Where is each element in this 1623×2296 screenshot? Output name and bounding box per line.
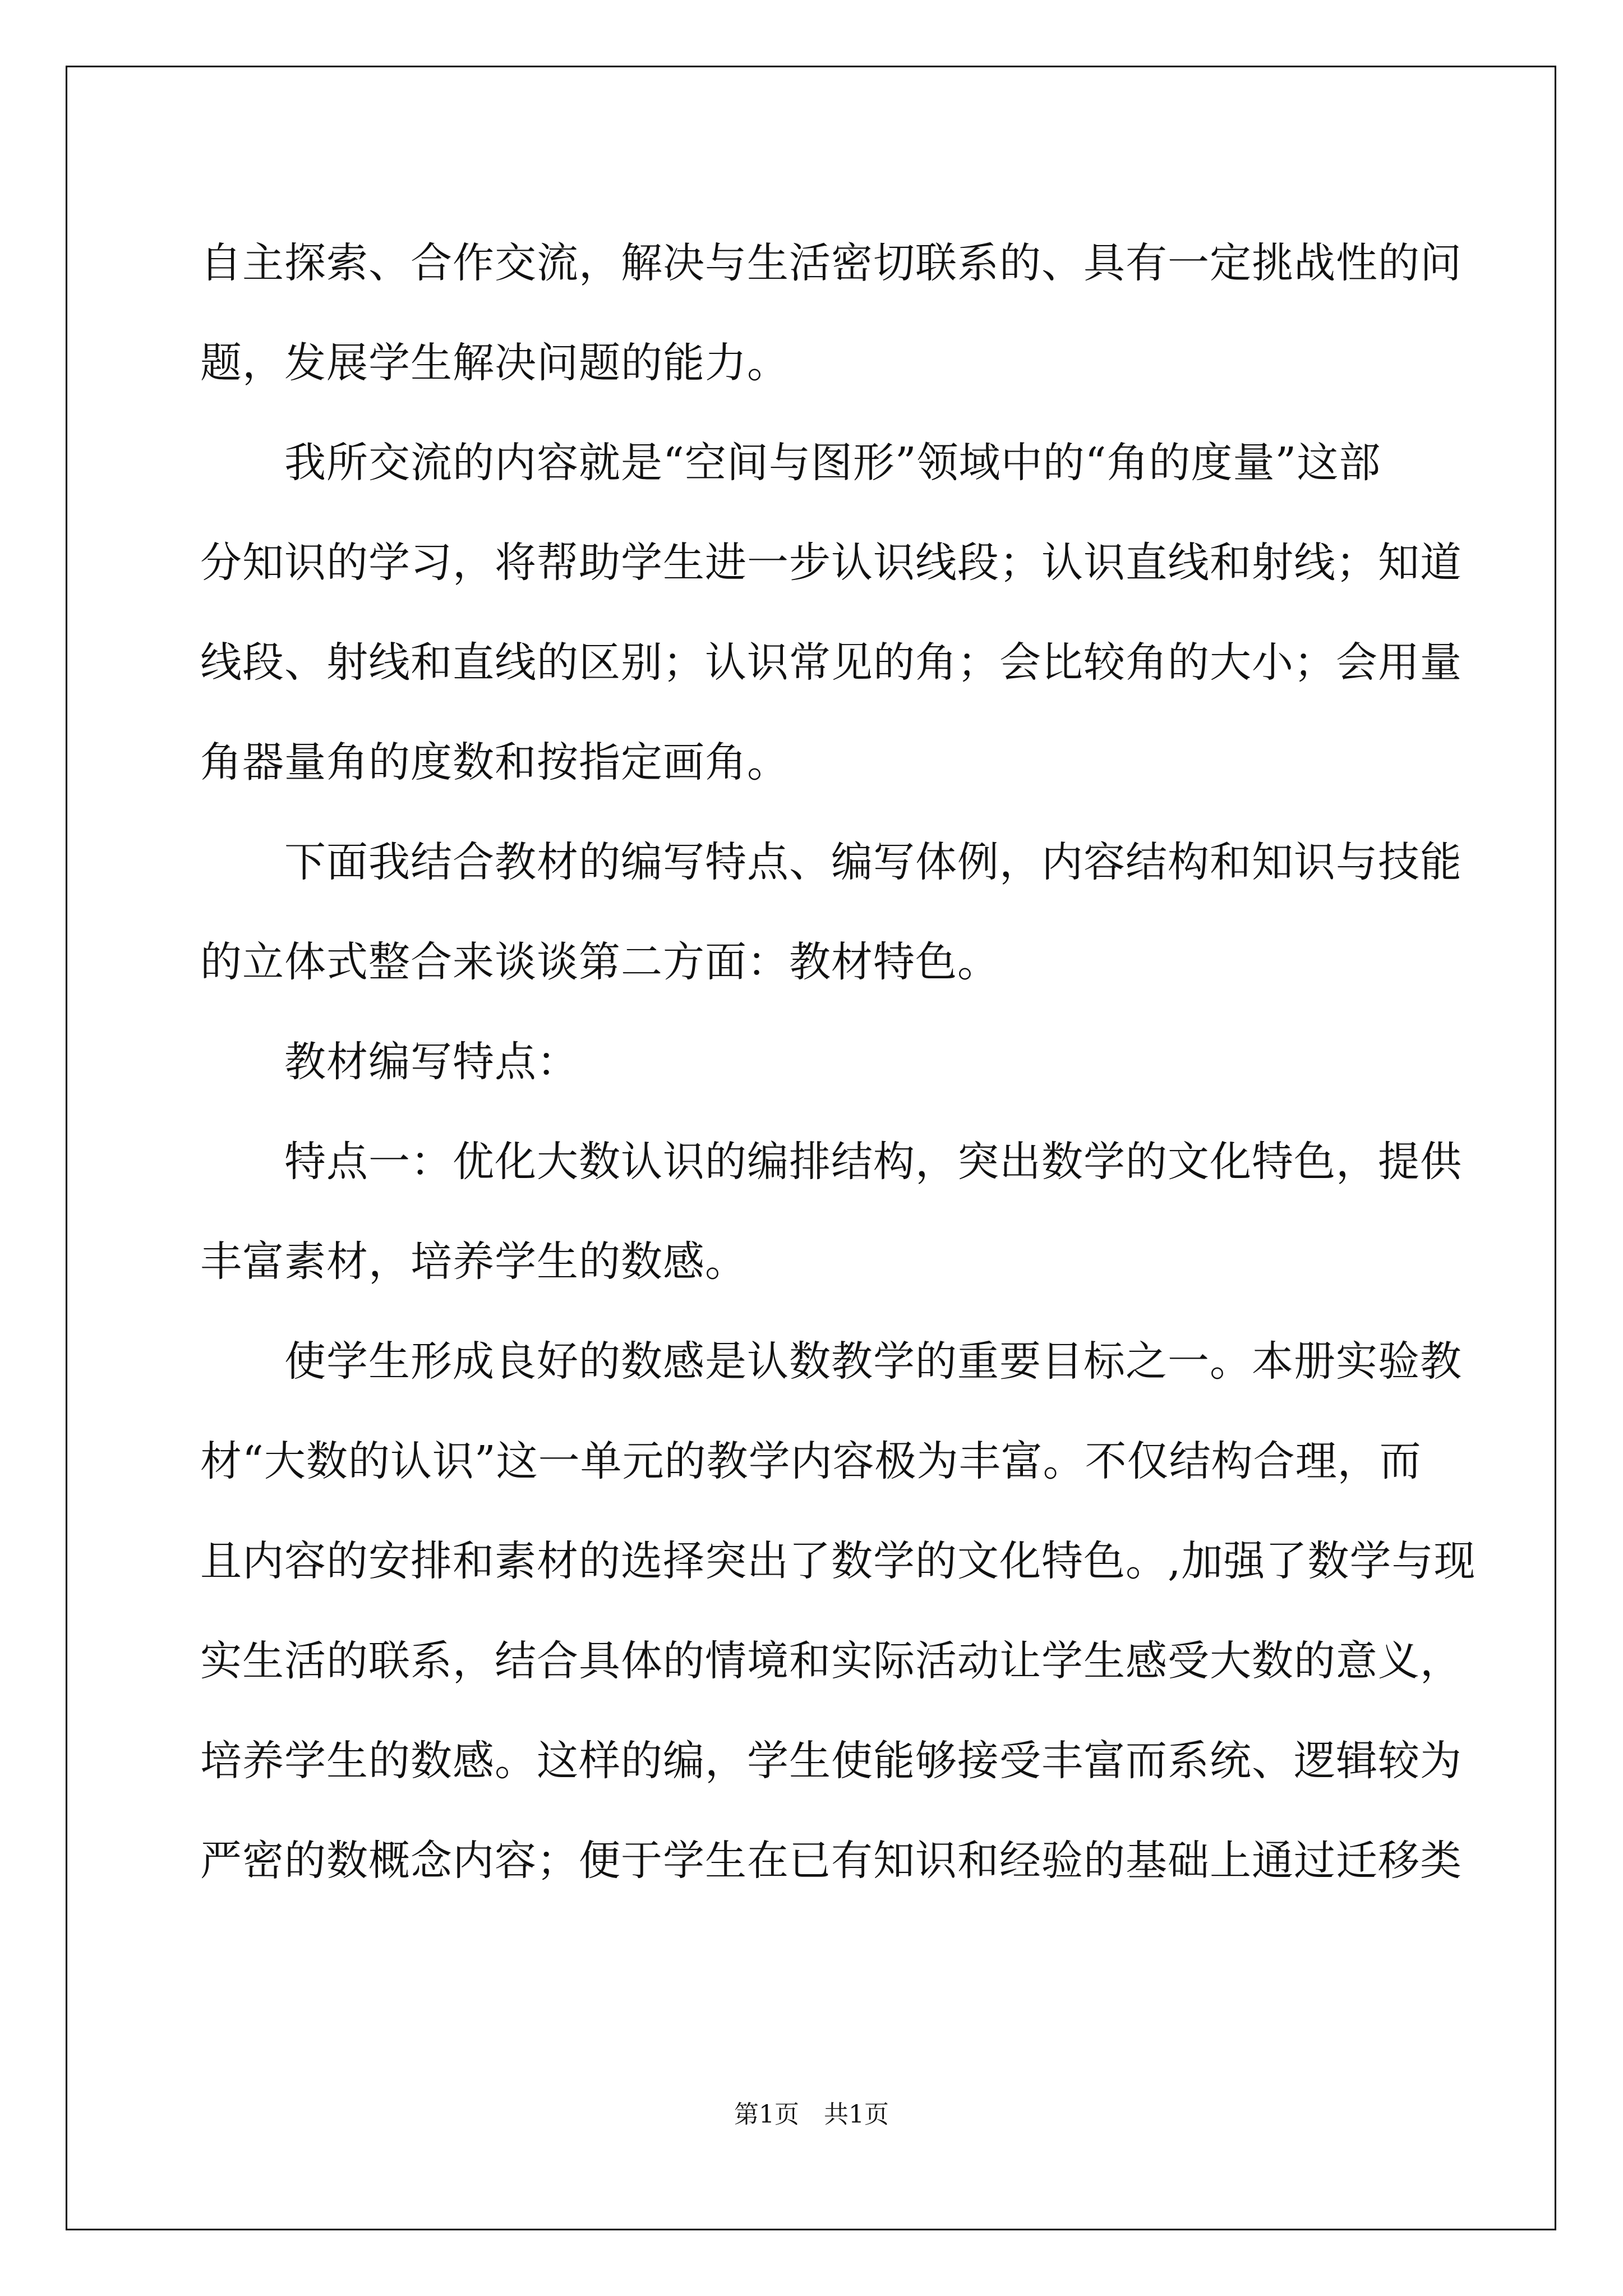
text-line-6: 角器量角的度数和按指定画角。 <box>200 738 789 786</box>
text-line-11: 丰富素材，培养学生的数感。 <box>200 1237 747 1286</box>
text-line-16: 培养学生的数感。这样的编，学生使能够接受丰富而系统、逻辑较为 <box>200 1737 1462 1785</box>
text-line-14: 且内容的安排和素材的选择突出了数学的文化特色。,加强了数学与现 <box>200 1537 1476 1585</box>
text-line-3: 我所交流的内容就是“空间与图形”领域中的“角的度量”这部 <box>200 439 1381 487</box>
text-line-10: 特点一：优化大数认识的编排结构，突出数学的文化特色，提供 <box>200 1138 1462 1186</box>
text-line-12: 使学生形成良好的数感是认数教学的重要目标之一。本册实验教 <box>200 1337 1462 1386</box>
text-line-9: 教材编写特点： <box>200 1038 579 1086</box>
text-line-17: 严密的数概念内容；便于学生在已有知识和经验的基础上通过迁移类 <box>200 1837 1462 1885</box>
text-line-15: 实生活的联系，结合具体的情境和实际活动让学生感受大数的意义， <box>200 1637 1462 1685</box>
text-line-7: 下面我结合教材的编写特点、编写体例，内容结构和知识与技能 <box>200 838 1462 886</box>
text-line-13: 材“大数的认识”这一单元的教学内容极为丰富。不仅结构合理，而 <box>200 1437 1422 1485</box>
text-line-2: 题，发展学生解决问题的能力。 <box>200 339 789 387</box>
text-line-8: 的立体式整合来谈谈第二方面：教材特色。 <box>200 938 999 986</box>
text-line-4: 分知识的学习，将帮助学生进一步认识线段；认识直线和射线；知道 <box>200 539 1462 587</box>
text-line-1: 自主探索、合作交流，解决与生活密切联系的、具有一定挑战性的问 <box>200 239 1462 287</box>
text-line-5: 线段、射线和直线的区别；认识常见的角；会比较角的大小；会用量 <box>200 638 1462 687</box>
document-body <box>200 213 1476 1911</box>
page-footer: 第1页 共1页 <box>734 2100 889 2129</box>
